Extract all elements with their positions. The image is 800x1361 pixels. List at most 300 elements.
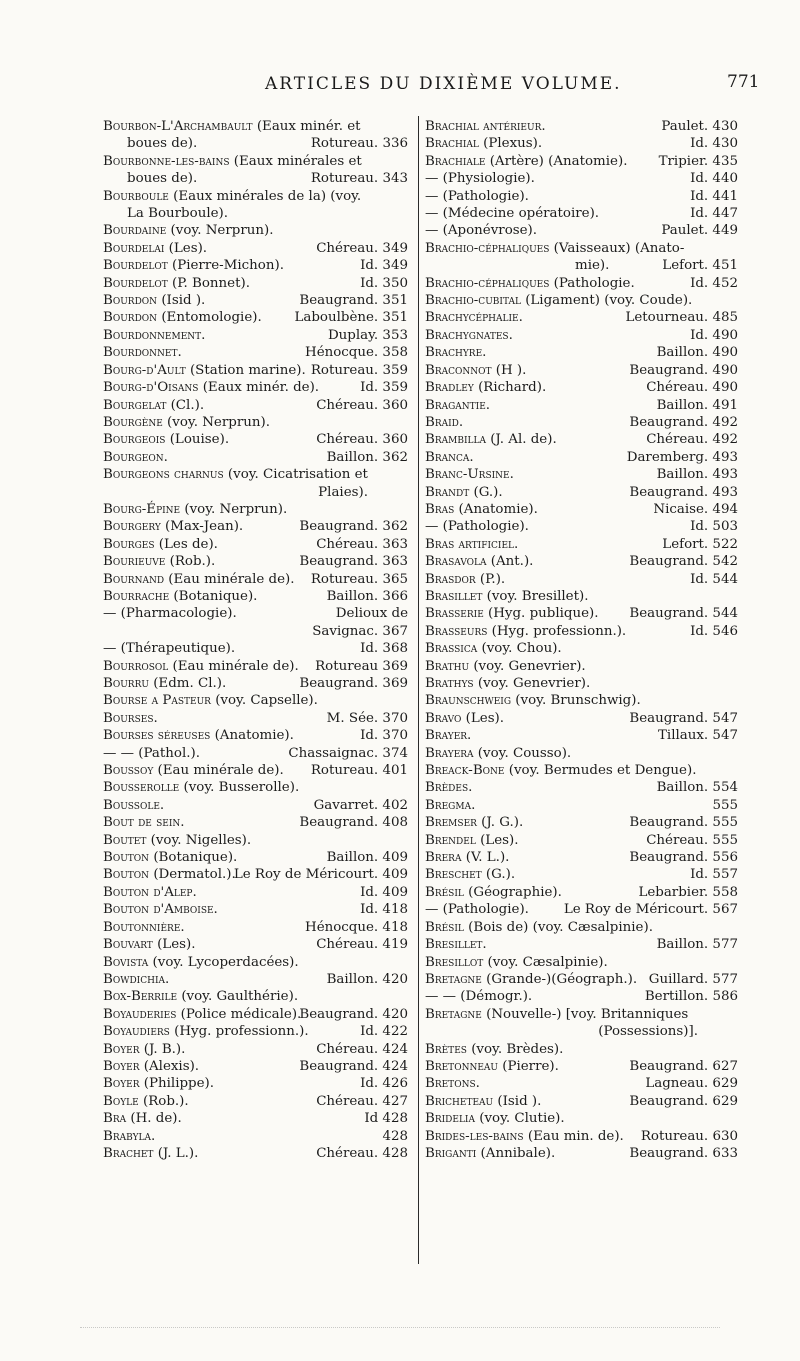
entry-description: (Rob.). [138, 1093, 189, 1109]
entry-description: (Médecine opératoire). [438, 206, 600, 222]
entry-author-page: M. Sée. 370 [326, 710, 408, 726]
entry-headword: Brèdes. [425, 780, 473, 796]
entry-description: (Eaux minérales et [229, 153, 362, 169]
entry-description: (voy. Genevrier). [469, 658, 586, 674]
entry-description: (Les de). [154, 536, 218, 552]
entry-headword: Brathu [425, 658, 470, 674]
entry-continuation-text: Plaies). [318, 484, 368, 500]
entry-author-page: Duplay. 353 [327, 327, 408, 343]
entry-headword: Bourbonne-les-bains [103, 153, 230, 169]
entry-author-page: Id. 349 [360, 258, 408, 274]
entry-headword: — — [103, 745, 135, 761]
entry-headword: Bovista [103, 954, 149, 970]
index-entry [103, 727, 408, 744]
entry-line [103, 1110, 408, 1127]
entry-line [425, 292, 738, 309]
entry-author-page: Daremberg. 493 [626, 449, 738, 465]
index-entry [103, 832, 408, 849]
entry-headword: Bourges [103, 536, 155, 552]
index-entry [103, 379, 408, 396]
index-entry [425, 971, 738, 988]
entry-description: (Hyg. publique). [483, 606, 599, 622]
entry-headword: Bourdonnement. [103, 327, 206, 343]
entry-author-page: Baillon. 577 [656, 937, 738, 953]
entry-author-page: Nicaise. 494 [653, 501, 738, 517]
entry-author-page: Id. 447 [690, 206, 738, 222]
entry-continuation [103, 205, 408, 222]
entry-line [425, 205, 738, 222]
entry-description: (Eaux minérales de la) (voy. [168, 188, 362, 204]
index-entry [103, 431, 408, 448]
index-entry [103, 571, 408, 588]
entry-description: (J. B.). [139, 1041, 186, 1057]
entry-line [425, 1006, 738, 1023]
entry-headword: Bourgène [103, 414, 163, 430]
page-header [0, 74, 800, 104]
entry-line [103, 344, 408, 361]
entry-author-page: Beaugrand. 490 [629, 362, 738, 378]
index-entry [425, 623, 738, 640]
index-entry [425, 849, 738, 866]
entry-description: (Pharmacologie). [116, 606, 237, 622]
entry-author-page: Id. 490 [690, 327, 738, 343]
entry-headword: Boyer [103, 1041, 140, 1057]
entry-author-page: 555 [712, 797, 738, 813]
entry-description: (Annibale). [476, 1145, 556, 1161]
entry-continuation [103, 623, 408, 640]
index-entry [425, 431, 738, 448]
entry-line [103, 536, 408, 553]
entry-headword: Briganti [425, 1145, 477, 1161]
index-entry [425, 344, 738, 361]
entry-author-page: Chéreau. 360 [316, 432, 408, 448]
index-entry [103, 222, 408, 239]
entry-description: (Pathologie). [438, 519, 529, 535]
entry-headword: Brabyla. [103, 1128, 156, 1144]
entry-description: (Police médicale). [176, 1006, 302, 1022]
entry-line [103, 727, 408, 744]
entry-description: (Ligament) (voy. Coude). [520, 293, 693, 309]
entry-author-page: Beaugrand. 363 [299, 554, 408, 570]
entry-author-page: Id. 359 [360, 380, 408, 396]
entry-description: (voy. Cæsalpinie). [483, 954, 608, 970]
entry-description: (Botanique). [149, 850, 238, 866]
index-entry [103, 536, 408, 553]
entry-headword: Boussole. [103, 797, 165, 813]
entry-line [425, 327, 738, 344]
entry-description: (voy. Nigelles). [146, 832, 252, 848]
entry-description: (Grande-)(Géograph.). [481, 971, 638, 987]
index-entry [103, 1145, 408, 1162]
entry-headword: Bourbon-L'Archambault [103, 119, 253, 134]
index-entry [425, 1128, 738, 1145]
index-entry [103, 309, 408, 326]
entry-author-page: Beaugrand. 493 [629, 484, 738, 500]
entry-continuation [103, 484, 408, 501]
entry-headword: Brera [425, 850, 462, 866]
entry-description: (voy. Cousso). [473, 745, 572, 761]
entry-line [425, 762, 738, 779]
entry-author-page: Id. 546 [690, 623, 738, 639]
entry-headword: Brayera [425, 745, 474, 761]
entry-line [425, 675, 738, 692]
entry-author-page: Chéreau. 419 [316, 937, 408, 953]
entry-author-page: Id. 544 [690, 571, 738, 587]
entry-line [425, 797, 738, 814]
entry-description: (Pathol.). [134, 745, 201, 761]
entry-line [103, 1006, 408, 1023]
index-entry [425, 884, 738, 901]
entry-description: (Botanique). [169, 588, 258, 604]
entry-description: (Eau minérale de). [164, 571, 295, 587]
entry-continuation [103, 170, 408, 187]
index-entry [103, 814, 408, 831]
entry-line [103, 571, 408, 588]
entry-continuation-text: boues de). [127, 171, 198, 187]
entry-headword: Bourses. [103, 710, 158, 726]
index-entry [425, 170, 738, 187]
entry-line [425, 779, 738, 796]
entry-author-page: Rotureau. 359 [310, 362, 408, 378]
index-entry [103, 344, 408, 361]
entry-author-page: Rotureau. 401 [310, 763, 408, 779]
entry-author-page: Id. 503 [690, 519, 738, 535]
entry-headword: Brésil [425, 919, 464, 935]
entry-line [103, 240, 408, 257]
entry-line [103, 901, 408, 918]
index-entry [425, 484, 738, 501]
entry-headword: Bradley [425, 380, 474, 396]
index-entry [425, 135, 738, 152]
entry-description: (Rob.). [165, 554, 216, 570]
entry-author-page: Chéreau. 428 [316, 1145, 408, 1161]
running-title: ARTICLES DU DIXIÈME VOLUME. [265, 74, 622, 94]
entry-headword: Brasseurs [425, 623, 488, 639]
index-entry [103, 710, 408, 727]
entry-headword: Bourdon [103, 310, 158, 326]
entry-author-page: Chéreau. 492 [646, 432, 738, 448]
index-entry [425, 866, 738, 883]
entry-line [103, 257, 408, 274]
entry-continuation-text: La Bourboule). [127, 206, 229, 222]
entry-description: (P. Bonnet). [167, 275, 250, 291]
entry-line [103, 327, 408, 344]
entry-line [103, 553, 408, 570]
entry-line [425, 449, 738, 466]
entry-description: (Les). [475, 832, 519, 848]
entry-line [103, 814, 408, 831]
index-entry [103, 327, 408, 344]
entry-author-page: Chéreau. 490 [646, 380, 738, 396]
entry-headword: Bretagne [425, 971, 482, 987]
entry-description: (voy. Bermudes et Dengue). [504, 763, 697, 779]
entry-headword: Braunschweig [425, 693, 512, 709]
entry-continuation-text: Savignac. 367 [312, 623, 408, 639]
entry-author-page: Lefort. 451 [662, 258, 738, 274]
entry-description: (Louise). [165, 432, 230, 448]
index-entry [103, 1110, 408, 1127]
entry-line [425, 954, 738, 971]
entry-headword: Brachet [103, 1145, 154, 1161]
entry-continuation-text: mie). [575, 258, 610, 274]
entry-line [103, 397, 408, 414]
entry-headword: Bourdelot [103, 275, 168, 291]
index-entry [425, 466, 738, 483]
entry-headword: Bourg-Épine [103, 501, 181, 517]
entry-headword: Boutet [103, 832, 147, 848]
entry-headword: Bourboule [103, 188, 169, 204]
entry-description: (Philippe). [139, 1076, 215, 1092]
entry-line [425, 1058, 738, 1075]
index-entry [103, 779, 408, 796]
entry-author-page: Id. 418 [360, 902, 408, 918]
entry-line [425, 379, 738, 396]
entry-headword: — [425, 519, 439, 535]
entry-description: (J. L.). [153, 1145, 199, 1161]
entry-author-page: Beaugrand. 627 [629, 1058, 738, 1074]
entry-description: (voy. Chou). [477, 641, 562, 657]
entry-line [425, 536, 738, 553]
entry-line [103, 379, 408, 396]
index-entry [103, 397, 408, 414]
entry-line [425, 866, 738, 883]
entry-headword: Boutonnière. [103, 919, 185, 935]
index-entry [425, 501, 738, 518]
entry-author-page: Beaugrand. 542 [629, 554, 738, 570]
index-entry [425, 222, 738, 239]
entry-description: (Les). [461, 710, 505, 726]
entry-line [425, 431, 738, 448]
entry-author-page: 428 [382, 1128, 408, 1144]
entry-description: (voy. Busserolle). [179, 780, 300, 796]
index-entry [425, 118, 738, 135]
entry-line [425, 988, 738, 1005]
entry-headword: Bourgelat [103, 397, 167, 413]
entry-description: (J. G.). [476, 815, 524, 831]
entry-headword: Brachio-cubital [425, 293, 521, 309]
entry-author-page: Baillon. 490 [656, 345, 738, 361]
index-entry [103, 866, 408, 883]
index-entry [103, 658, 408, 675]
index-entry [103, 919, 408, 936]
entry-description: (Anatomie). [210, 728, 294, 744]
entry-author-page: Baillon. 554 [656, 780, 738, 796]
entry-description: (Physiologie). [438, 171, 535, 187]
entry-author-page: Lefort. 522 [662, 536, 738, 552]
index-entry [103, 153, 408, 188]
entry-headword: Brambilla [425, 432, 486, 448]
entry-line [425, 484, 738, 501]
entry-description: (voy. Nerprun). [166, 223, 274, 239]
entry-author-page: Chassaignac. 374 [288, 745, 408, 761]
entry-line [103, 1075, 408, 1092]
entry-description: (voy. Brunschwig). [511, 693, 641, 709]
entry-line [425, 849, 738, 866]
entry-headword: Brasavola [425, 554, 487, 570]
entry-line [425, 745, 738, 762]
entry-line [425, 658, 738, 675]
entry-headword: Box-Berrile [103, 989, 178, 1005]
entry-description: (H. de). [126, 1111, 182, 1127]
entry-line [103, 1058, 408, 1075]
entry-author-page: Id. 409 [360, 884, 408, 900]
entry-author-page: Rotureau. 630 [640, 1128, 738, 1144]
entry-author-page: Chéreau. 360 [316, 397, 408, 413]
entry-description: (Edm. Cl.). [148, 676, 227, 691]
entry-description: (Max-Jean). [160, 519, 244, 535]
index-entry [425, 275, 738, 292]
entry-line [103, 1145, 408, 1162]
index-entry [103, 292, 408, 309]
entry-headword: Bourdelot [103, 258, 168, 274]
entry-headword: Bretons. [425, 1076, 480, 1092]
index-entry [425, 379, 738, 396]
entry-line [425, 623, 738, 640]
page-number: 771 [727, 72, 760, 92]
index-entry [425, 936, 738, 953]
entry-line [103, 1023, 408, 1040]
entry-headword: Brayer. [425, 728, 472, 744]
entry-line [103, 954, 408, 971]
index-entry [103, 762, 408, 779]
index-entry [103, 1058, 408, 1075]
entry-line [103, 745, 408, 762]
entry-author-page: Le Roy de Méricourt. 567 [563, 902, 738, 918]
entry-description: (Pierre). [497, 1058, 559, 1074]
entry-line [103, 466, 408, 483]
index-entry [103, 414, 408, 431]
entry-headword: Brachiale [425, 153, 486, 169]
entry-description: (Pathologie). [438, 902, 529, 918]
entry-description: (Géographie). [463, 884, 562, 900]
entry-line [425, 832, 738, 849]
entry-description: (voy. Lycoperdacées). [148, 954, 299, 970]
entry-author-page: Id 428 [364, 1111, 408, 1127]
index-entry [425, 1075, 738, 1092]
entry-headword: Bourieuve [103, 554, 166, 570]
entry-line [425, 936, 738, 953]
entry-description: (Eau minérale de). [168, 658, 299, 674]
entry-author-page: Paulet. 430 [661, 119, 738, 134]
entry-author-page: Id. 426 [360, 1076, 408, 1092]
entry-line [103, 309, 408, 326]
index-entry [425, 675, 738, 692]
entry-author-page: Laboulbène. 351 [294, 310, 408, 326]
entry-headword: — — [425, 989, 457, 1005]
entry-headword: Bra [103, 1111, 127, 1127]
entry-description: (Plexus). [478, 136, 543, 152]
entry-line [425, 275, 738, 292]
entry-author-page: Chéreau. 349 [316, 240, 408, 256]
entry-headword: Bouton d'Amboise. [103, 902, 218, 918]
entry-author-page: Beaugrand. 544 [629, 606, 738, 622]
entry-line [425, 170, 738, 187]
entry-line [103, 692, 408, 709]
entry-description: (voy. Nerprun). [180, 501, 288, 517]
index-entry [425, 901, 738, 918]
index-entry [103, 501, 408, 518]
entry-headword: Bourses séreuses [103, 728, 211, 744]
entry-description: (voy. Gaulthérie). [177, 989, 299, 1005]
entry-headword: — [103, 641, 117, 657]
entry-line [103, 588, 408, 605]
entry-author-page: Beaugrand. 351 [299, 293, 408, 309]
entry-line [103, 275, 408, 292]
entry-author-page: Lebarbier. 558 [638, 884, 738, 900]
index-entry [425, 292, 738, 309]
entry-line [103, 675, 408, 692]
entry-headword: Brasdor [425, 571, 476, 587]
entry-line [103, 762, 408, 779]
index-entry [425, 919, 738, 936]
entry-author-page: Id. 557 [690, 867, 738, 883]
index-entry [103, 988, 408, 1005]
entry-line [103, 431, 408, 448]
entry-author-page: Rotureau. 336 [310, 136, 408, 152]
entry-description: (Dermatol.). [149, 867, 236, 883]
index-entry [103, 588, 408, 605]
entry-author-page: Rotureau. 343 [310, 171, 408, 187]
index-entry [425, 536, 738, 553]
index-entry [425, 588, 738, 605]
entry-headword: Breack-Bone [425, 763, 505, 779]
entry-author-page: Tillaux. 547 [657, 728, 738, 744]
index-entry [425, 1110, 738, 1127]
entry-author-page: Beaugrand. 629 [629, 1093, 738, 1109]
entry-line [425, 188, 738, 205]
entry-headword: Branc-Ursine. [425, 467, 514, 483]
entry-author-page: Beaugrand. 424 [299, 1058, 408, 1074]
entry-line [103, 797, 408, 814]
entry-description: (Cl.). [166, 397, 205, 413]
entry-description: (Thérapeutique). [116, 641, 236, 657]
entry-description: (Nouvelle-) [voy. Britanniques [481, 1006, 689, 1022]
index-entry [103, 553, 408, 570]
entry-line [103, 988, 408, 1005]
entry-author-page: Id. 370 [360, 728, 408, 744]
index-entry [425, 309, 738, 326]
entry-author-page: Id. 430 [690, 136, 738, 152]
entry-headword: Bourru [103, 676, 149, 691]
index-entry [425, 571, 738, 588]
entry-description: (Isid ). [157, 293, 206, 309]
entry-author-page: Chéreau. 424 [316, 1041, 408, 1057]
entry-author-page: Beaugrand. 556 [629, 850, 738, 866]
entry-headword: Bousserolle [103, 780, 180, 796]
index-entry [103, 884, 408, 901]
index-entry [103, 692, 408, 709]
entry-author-page: Baillon. 366 [326, 588, 408, 604]
entry-line [425, 414, 738, 431]
entry-author-page: Le Roy de Méricourt. 409 [233, 867, 408, 883]
index-entry [425, 727, 738, 744]
entry-continuation [103, 135, 408, 152]
entry-headword: — [103, 606, 117, 622]
index-entry [425, 518, 738, 535]
index-entry [103, 640, 408, 657]
entry-line [425, 1041, 738, 1058]
entry-author-page: Beaugrand. 555 [629, 815, 738, 831]
index-entry [103, 1128, 408, 1145]
entry-headword: Boyle [103, 1093, 139, 1109]
entry-headword: Bourgeons charnus [103, 467, 224, 483]
entry-author-page: Beaugrand. 547 [629, 710, 738, 726]
entry-line [103, 292, 408, 309]
entry-line [425, 344, 738, 361]
index-entry [425, 745, 738, 762]
entry-description: (G.). [469, 484, 503, 500]
entry-line [425, 222, 738, 239]
